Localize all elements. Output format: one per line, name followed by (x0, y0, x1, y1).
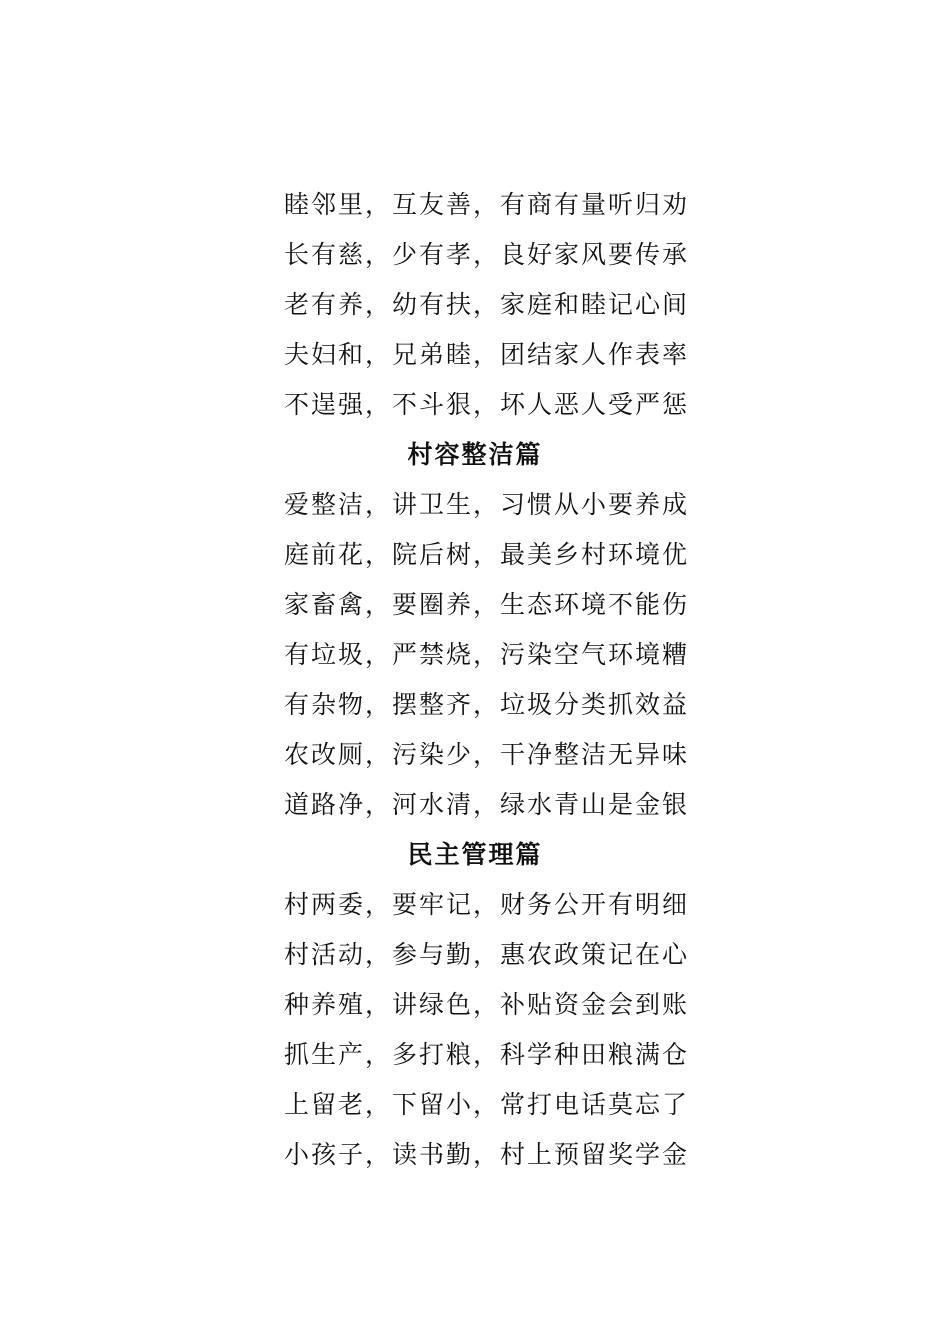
verse-line: 爱整洁，讲卫生，习惯从小要养成 (284, 490, 690, 519)
verse-line: 小孩子，读书勤，村上预留奖学金 (284, 1140, 690, 1169)
section-heading: 民主管理篇 (407, 840, 543, 869)
verse-line: 家畜禽，要圈养，生态环境不能伤 (284, 590, 690, 619)
verse-line: 抓生产，多打粮，科学种田粮满仓 (284, 1040, 690, 1069)
verse-line: 村两委，要牢记，财务公开有明细 (284, 890, 690, 919)
verse-line: 道路净，河水清，绿水青山是金银 (284, 790, 690, 819)
verse-line: 睦邻里，互友善，有商有量听归劝 (284, 190, 690, 219)
verse-line: 老有养，幼有扶，家庭和睦记心间 (284, 290, 690, 319)
verse-line: 农改厕，污染少，干净整洁无异味 (284, 740, 690, 769)
verse-line: 夫妇和，兄弟睦，团结家人作表率 (284, 340, 690, 369)
section-democratic-management (0, 830, 950, 1180)
verse-line: 庭前花，院后树，最美乡村环境优 (284, 540, 690, 569)
section-family (0, 180, 950, 430)
section-village-cleanliness (0, 430, 950, 830)
section-heading: 村容整洁篇 (407, 440, 543, 469)
verse-line: 不逞强，不斗狠，坏人恶人受严惩 (284, 390, 690, 419)
verse-line: 有垃圾，严禁烧，污染空气环境糟 (284, 640, 690, 669)
verse-line: 上留老，下留小，常打电话莫忘了 (284, 1090, 690, 1119)
verse-line: 有杂物，摆整齐，垃圾分类抓效益 (284, 690, 690, 719)
verse-line: 长有慈，少有孝，良好家风要传承 (284, 240, 690, 269)
verse-line: 村活动，参与勤，惠农政策记在心 (284, 940, 690, 969)
verse-column (0, 180, 950, 1180)
verse-line: 种养殖，讲绿色，补贴资金会到账 (284, 990, 690, 1019)
